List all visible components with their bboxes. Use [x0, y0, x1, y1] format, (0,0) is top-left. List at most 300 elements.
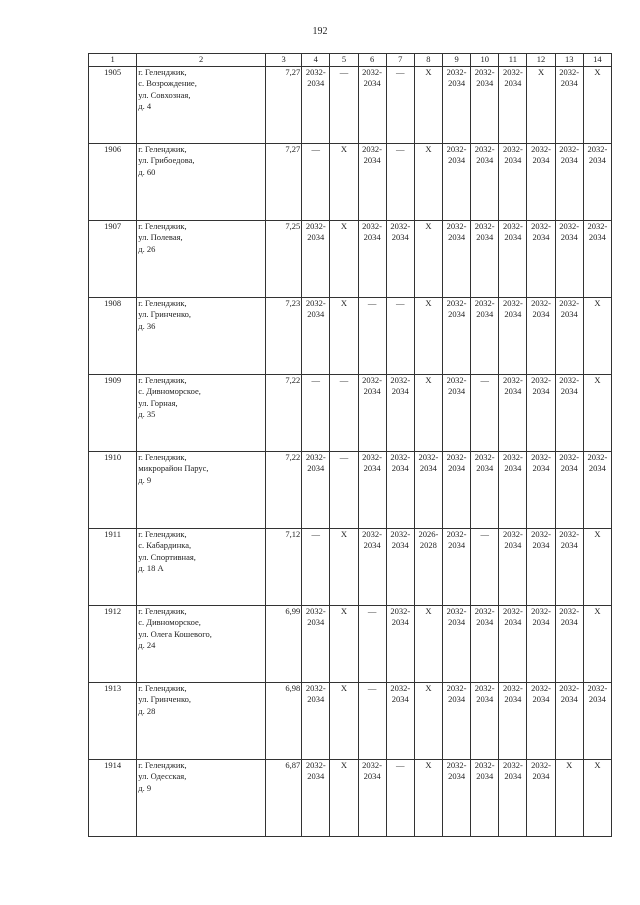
- period-text: 2034: [588, 463, 606, 473]
- period-text: 2034: [476, 78, 494, 88]
- address-line: с. Дивноморское,: [138, 617, 201, 627]
- period-cell-col-13: [555, 297, 583, 374]
- rating-value: 7,27: [266, 66, 302, 143]
- period-cell-col-6: [358, 451, 386, 528]
- address-line: ул. Грибоедова,: [138, 155, 195, 165]
- period-text: 2032-: [390, 682, 411, 693]
- row-number: 1907: [89, 220, 137, 297]
- period-text: 2032-: [531, 605, 551, 616]
- period-cell-col-10: [471, 528, 499, 605]
- address-line: д. 28: [138, 705, 156, 716]
- period-text: —: [339, 451, 349, 462]
- address-cell: [137, 682, 266, 759]
- period-text: 2032-: [474, 66, 495, 77]
- period-text: 2032-: [305, 220, 326, 231]
- period-cell-col-10: [471, 605, 499, 682]
- period-cell-col-4: [302, 451, 330, 528]
- rating-value: 7,27: [266, 143, 302, 220]
- row-number: 1905: [89, 66, 137, 143]
- address-line: ул. Гринченко,: [138, 309, 192, 319]
- period-text: 2034: [448, 694, 466, 704]
- period-text: X: [425, 66, 432, 77]
- period-text: 2032-: [390, 528, 411, 539]
- period-text: X: [425, 682, 432, 693]
- period-text: 2032-: [531, 451, 551, 462]
- period-text: 2034: [363, 386, 381, 396]
- period-cell-col-4: [302, 528, 330, 605]
- period-text: X: [340, 605, 347, 616]
- period-cell-col-5: [330, 605, 358, 682]
- period-cell-col-7: [386, 297, 414, 374]
- period-text: 2032-: [474, 451, 495, 462]
- period-text: 2032-: [446, 143, 467, 154]
- address-line: г. Геленджик,: [138, 66, 187, 77]
- address-line: г. Геленджик,: [138, 220, 187, 231]
- period-cell-col-9: [442, 66, 470, 143]
- address-line: г. Геленджик,: [138, 605, 187, 616]
- address-cell: [137, 143, 266, 220]
- column-header-6: 6: [358, 54, 386, 67]
- period-text: 2034: [307, 617, 325, 627]
- period-text: 2034: [391, 386, 409, 396]
- period-cell-col-7: [386, 682, 414, 759]
- period-text: 2034: [476, 771, 494, 781]
- rating-value: 7,23: [266, 297, 302, 374]
- period-cell-col-6: [358, 759, 386, 836]
- period-text: 2034: [307, 232, 325, 242]
- period-text: 2032-: [446, 528, 467, 539]
- address-line: ул. Гринченко,: [138, 694, 192, 704]
- period-cell-col-7: [386, 143, 414, 220]
- period-text: —: [311, 528, 321, 539]
- address-line: г. Геленджик,: [138, 451, 187, 462]
- period-text: 2034: [560, 232, 578, 242]
- period-text: 2032-: [305, 297, 326, 308]
- address-line: ул. Совхозная,: [138, 89, 191, 100]
- period-text: 2032-: [305, 605, 326, 616]
- address-cell: [137, 66, 266, 143]
- period-text: 2034: [504, 463, 522, 473]
- period-cell-col-4: [302, 605, 330, 682]
- period-text: 2032-: [474, 220, 495, 231]
- period-text: X: [594, 605, 601, 616]
- period-text: 2032-: [474, 605, 495, 616]
- period-text: 2032-: [305, 759, 326, 770]
- period-text: 2032-: [305, 66, 326, 77]
- period-text: X: [340, 220, 347, 231]
- period-text: 2034: [560, 386, 578, 396]
- period-cell-col-7: [386, 759, 414, 836]
- period-text: 2032-: [587, 451, 608, 462]
- period-text: 2032-: [362, 451, 383, 462]
- period-text: X: [594, 528, 601, 539]
- address-line: ул. Горная,: [138, 397, 178, 408]
- period-text: 2032-: [362, 143, 383, 154]
- period-cell-col-10: [471, 66, 499, 143]
- period-text: 2032-: [502, 759, 523, 770]
- column-header-1: 1: [89, 54, 137, 67]
- row-number: 1912: [89, 605, 137, 682]
- column-header-13: 13: [555, 54, 583, 67]
- period-cell-col-6: [358, 374, 386, 451]
- address-line: д. 18 А: [138, 563, 164, 573]
- period-text: 2034: [307, 463, 325, 473]
- period-cell-col-6: [358, 605, 386, 682]
- period-text: 2032-: [531, 759, 551, 770]
- address-cell: [137, 374, 266, 451]
- period-text: 2032-: [531, 528, 551, 539]
- period-cell-col-13: [555, 66, 583, 143]
- period-text: 2034: [532, 386, 550, 396]
- period-text: 2034: [560, 617, 578, 627]
- rating-value: 6,98: [266, 682, 302, 759]
- period-cell-col-6: [358, 682, 386, 759]
- rating-value: 6,87: [266, 759, 302, 836]
- address-cell: [137, 528, 266, 605]
- period-text: 2032-: [531, 143, 551, 154]
- period-text: X: [594, 297, 601, 308]
- address-line: д. 9: [138, 474, 152, 485]
- period-text: X: [340, 143, 347, 154]
- period-cell-col-10: [471, 451, 499, 528]
- column-header-10: 10: [471, 54, 499, 67]
- period-text: 2032-: [502, 297, 523, 308]
- period-text: 2032-: [559, 143, 580, 154]
- period-text: 2032-: [362, 759, 383, 770]
- column-header-2: 2: [137, 54, 266, 67]
- period-text: 2032-: [559, 605, 580, 616]
- address-line: микрорайон Парус,: [138, 463, 209, 473]
- period-cell-col-9: [442, 528, 470, 605]
- column-header-5: 5: [330, 54, 358, 67]
- address-line: д. 36: [138, 320, 156, 331]
- period-text: 2034: [560, 78, 578, 88]
- address-line: д. 35: [138, 409, 156, 419]
- period-cell-col-10: [471, 297, 499, 374]
- period-text: 2032-: [446, 759, 467, 770]
- period-text: 2034: [588, 155, 606, 165]
- period-text: 2034: [448, 232, 466, 242]
- period-text: 2032-: [531, 297, 551, 308]
- period-text: 2034: [363, 540, 381, 550]
- period-text: 2032-: [502, 451, 523, 462]
- period-text: 2032-: [502, 143, 523, 154]
- period-text: 2034: [504, 386, 522, 396]
- period-text: 2034: [560, 540, 578, 550]
- period-cell-col-13: [555, 143, 583, 220]
- period-cell-col-13: [555, 374, 583, 451]
- address-line: г. Геленджик,: [138, 759, 187, 770]
- period-cell-col-8: [414, 605, 442, 682]
- period-cell-col-5: [330, 451, 358, 528]
- period-text: 2032-: [418, 451, 439, 462]
- period-cell-col-6: [358, 66, 386, 143]
- period-cell-col-8: [414, 682, 442, 759]
- rating-value: 7,22: [266, 451, 302, 528]
- address-line: г. Геленджик,: [138, 297, 187, 308]
- period-text: 2032-: [531, 682, 551, 693]
- period-text: 2034: [307, 694, 325, 704]
- row-number: 1913: [89, 682, 137, 759]
- table-body: [89, 66, 612, 836]
- period-cell-col-5: [330, 297, 358, 374]
- address-line: ул. Спортивная,: [138, 551, 196, 562]
- table-row: [89, 374, 612, 451]
- period-cell-col-9: [442, 759, 470, 836]
- period-cell-col-7: [386, 528, 414, 605]
- period-text: 2032-: [362, 528, 383, 539]
- period-text: 2032-: [502, 66, 523, 77]
- period-text: 2032-: [446, 66, 467, 77]
- period-text: X: [537, 66, 545, 77]
- period-cell-col-8: [414, 143, 442, 220]
- period-text: 2032-: [446, 297, 467, 308]
- period-text: 2032-: [559, 297, 580, 308]
- period-text: 2034: [504, 694, 522, 704]
- period-text: 2034: [532, 617, 550, 627]
- period-cell-col-11: [499, 451, 527, 528]
- period-cell-col-12: [527, 297, 555, 374]
- period-text: 2034: [448, 771, 466, 781]
- address-cell: [137, 451, 266, 528]
- period-cell-col-13: [555, 605, 583, 682]
- period-cell-col-8: [414, 297, 442, 374]
- period-cell-col-8: [414, 528, 442, 605]
- period-text: 2032-: [362, 220, 383, 231]
- period-text: —: [367, 605, 377, 616]
- row-number: 1909: [89, 374, 137, 451]
- address-line: д. 24: [138, 640, 156, 650]
- period-text: 2032-: [305, 451, 326, 462]
- period-text: 2034: [504, 309, 522, 319]
- period-cell-col-5: [330, 682, 358, 759]
- period-text: —: [311, 374, 321, 385]
- period-cell-col-8: [414, 220, 442, 297]
- table-row: [89, 143, 612, 220]
- period-text: 2032-: [502, 682, 523, 693]
- period-text: 2034: [476, 694, 494, 704]
- address-cell: [137, 297, 266, 374]
- column-header-8: 8: [414, 54, 442, 67]
- rating-value: 6,99: [266, 605, 302, 682]
- period-text: 2032-: [390, 605, 411, 616]
- address-line: г. Геленджик,: [138, 374, 187, 385]
- housing-register-table: [88, 53, 612, 837]
- row-number: 1910: [89, 451, 137, 528]
- period-cell-col-6: [358, 220, 386, 297]
- period-cell-col-9: [442, 451, 470, 528]
- period-cell-col-6: [358, 528, 386, 605]
- period-text: 2032-: [446, 374, 467, 385]
- column-header-12: 12: [527, 54, 555, 67]
- column-header-7: 7: [386, 54, 414, 67]
- address-cell: [137, 605, 266, 682]
- period-text: X: [425, 605, 432, 616]
- period-text: 2034: [560, 155, 578, 165]
- period-cell-col-14: [583, 374, 611, 451]
- period-text: X: [340, 528, 347, 539]
- period-text: 2034: [532, 463, 550, 473]
- period-text: 2032-: [559, 528, 580, 539]
- period-cell-col-9: [442, 605, 470, 682]
- period-text: 2032-: [446, 605, 467, 616]
- period-text: 2032-: [502, 374, 523, 385]
- period-cell-col-12: [527, 220, 555, 297]
- period-cell-col-14: [583, 759, 611, 836]
- period-cell-col-10: [471, 220, 499, 297]
- period-text: —: [480, 374, 489, 385]
- period-text: 2034: [448, 463, 466, 473]
- period-text: X: [594, 374, 601, 385]
- period-text: 2032-: [587, 143, 608, 154]
- rating-value: 7,25: [266, 220, 302, 297]
- period-cell-col-8: [414, 374, 442, 451]
- period-cell-col-9: [442, 374, 470, 451]
- period-text: X: [425, 297, 432, 308]
- period-cell-col-9: [442, 220, 470, 297]
- period-text: 2028: [419, 540, 437, 550]
- table-row: [89, 682, 612, 759]
- column-header-11: 11: [499, 54, 527, 67]
- period-cell-col-14: [583, 66, 611, 143]
- period-text: 2034: [363, 78, 381, 88]
- period-cell-col-5: [330, 528, 358, 605]
- period-cell-col-9: [442, 297, 470, 374]
- address-line: д. 9: [138, 782, 152, 793]
- page-number: 192: [312, 26, 328, 37]
- period-text: 2032-: [474, 297, 495, 308]
- period-text: 2032-: [362, 66, 383, 77]
- column-header-4: 4: [302, 54, 330, 67]
- period-cell-col-4: [302, 143, 330, 220]
- period-cell-col-10: [471, 374, 499, 451]
- period-text: 2034: [560, 694, 578, 704]
- period-cell-col-12: [527, 759, 555, 836]
- period-text: X: [340, 759, 347, 770]
- period-cell-col-7: [386, 220, 414, 297]
- period-text: 2034: [560, 309, 578, 319]
- column-header-14: 14: [583, 54, 611, 67]
- period-text: 2032-: [474, 143, 495, 154]
- period-text: 2032-: [390, 220, 411, 231]
- row-number: 1911: [89, 528, 137, 605]
- period-cell-col-14: [583, 220, 611, 297]
- period-text: 2034: [363, 463, 381, 473]
- period-cell-col-4: [302, 297, 330, 374]
- period-text: 2034: [476, 232, 494, 242]
- period-cell-col-4: [302, 66, 330, 143]
- period-text: 2034: [448, 540, 466, 550]
- period-cell-col-11: [499, 66, 527, 143]
- table-row: [89, 220, 612, 297]
- period-text: 2032-: [587, 220, 608, 231]
- address-line: ул. Полевая,: [138, 232, 183, 242]
- period-text: 2026-: [418, 528, 439, 539]
- period-text: X: [340, 297, 347, 308]
- period-cell-col-6: [358, 297, 386, 374]
- period-text: 2034: [476, 155, 494, 165]
- table-row: [89, 297, 612, 374]
- period-cell-col-14: [583, 682, 611, 759]
- period-text: 2034: [504, 232, 522, 242]
- period-cell-col-13: [555, 528, 583, 605]
- address-line: г. Геленджик,: [138, 143, 187, 154]
- table-row: [89, 528, 612, 605]
- period-text: 2034: [448, 386, 466, 396]
- period-text: 2032-: [502, 528, 523, 539]
- row-number: 1908: [89, 297, 137, 374]
- row-number: 1906: [89, 143, 137, 220]
- period-text: 2034: [532, 155, 550, 165]
- period-text: X: [340, 682, 347, 693]
- address-line: д. 26: [138, 243, 156, 254]
- period-text: 2032-: [502, 220, 523, 231]
- period-cell-col-8: [414, 451, 442, 528]
- period-text: 2034: [391, 617, 409, 627]
- period-cell-col-7: [386, 451, 414, 528]
- period-cell-col-4: [302, 759, 330, 836]
- period-text: 2034: [504, 78, 522, 88]
- column-header-3: 3: [266, 54, 302, 67]
- period-text: 2032-: [390, 451, 411, 462]
- period-text: X: [594, 759, 601, 770]
- period-text: 2034: [532, 771, 550, 781]
- period-cell-col-5: [330, 759, 358, 836]
- period-text: 2032-: [474, 759, 495, 770]
- period-text: X: [425, 374, 432, 385]
- period-cell-col-10: [471, 759, 499, 836]
- period-text: —: [396, 759, 405, 770]
- period-text: 2034: [448, 155, 466, 165]
- period-cell-col-9: [442, 682, 470, 759]
- period-cell-col-7: [386, 605, 414, 682]
- table-row: [89, 605, 612, 682]
- period-text: X: [594, 66, 601, 77]
- table-row: [89, 451, 612, 528]
- period-text: 2032-: [446, 682, 467, 693]
- period-text: 2032-: [559, 66, 580, 77]
- period-cell-col-11: [499, 143, 527, 220]
- address-line: д. 60: [138, 166, 156, 177]
- period-text: 2032-: [474, 682, 495, 693]
- period-cell-col-11: [499, 682, 527, 759]
- period-text: X: [425, 759, 432, 770]
- period-text: 2032-: [362, 374, 383, 385]
- period-cell-col-13: [555, 759, 583, 836]
- address-line: ул. Олега Кошевого,: [138, 628, 212, 639]
- period-text: X: [425, 143, 432, 154]
- period-text: 2034: [532, 232, 550, 242]
- period-text: 2034: [476, 617, 494, 627]
- period-text: 2032-: [559, 220, 580, 231]
- period-text: 2034: [307, 309, 325, 319]
- period-text: 2032-: [531, 374, 551, 385]
- period-cell-col-5: [330, 66, 358, 143]
- period-text: 2034: [391, 694, 409, 704]
- period-cell-col-12: [527, 682, 555, 759]
- period-cell-col-11: [499, 759, 527, 836]
- period-cell-col-13: [555, 220, 583, 297]
- address-cell: [137, 220, 266, 297]
- period-cell-col-12: [527, 374, 555, 451]
- period-text: 2034: [391, 463, 409, 473]
- period-cell-col-6: [358, 143, 386, 220]
- period-cell-col-9: [442, 143, 470, 220]
- period-cell-col-11: [499, 297, 527, 374]
- period-text: 2032-: [559, 451, 580, 462]
- period-cell-col-11: [499, 605, 527, 682]
- period-text: X: [566, 759, 573, 770]
